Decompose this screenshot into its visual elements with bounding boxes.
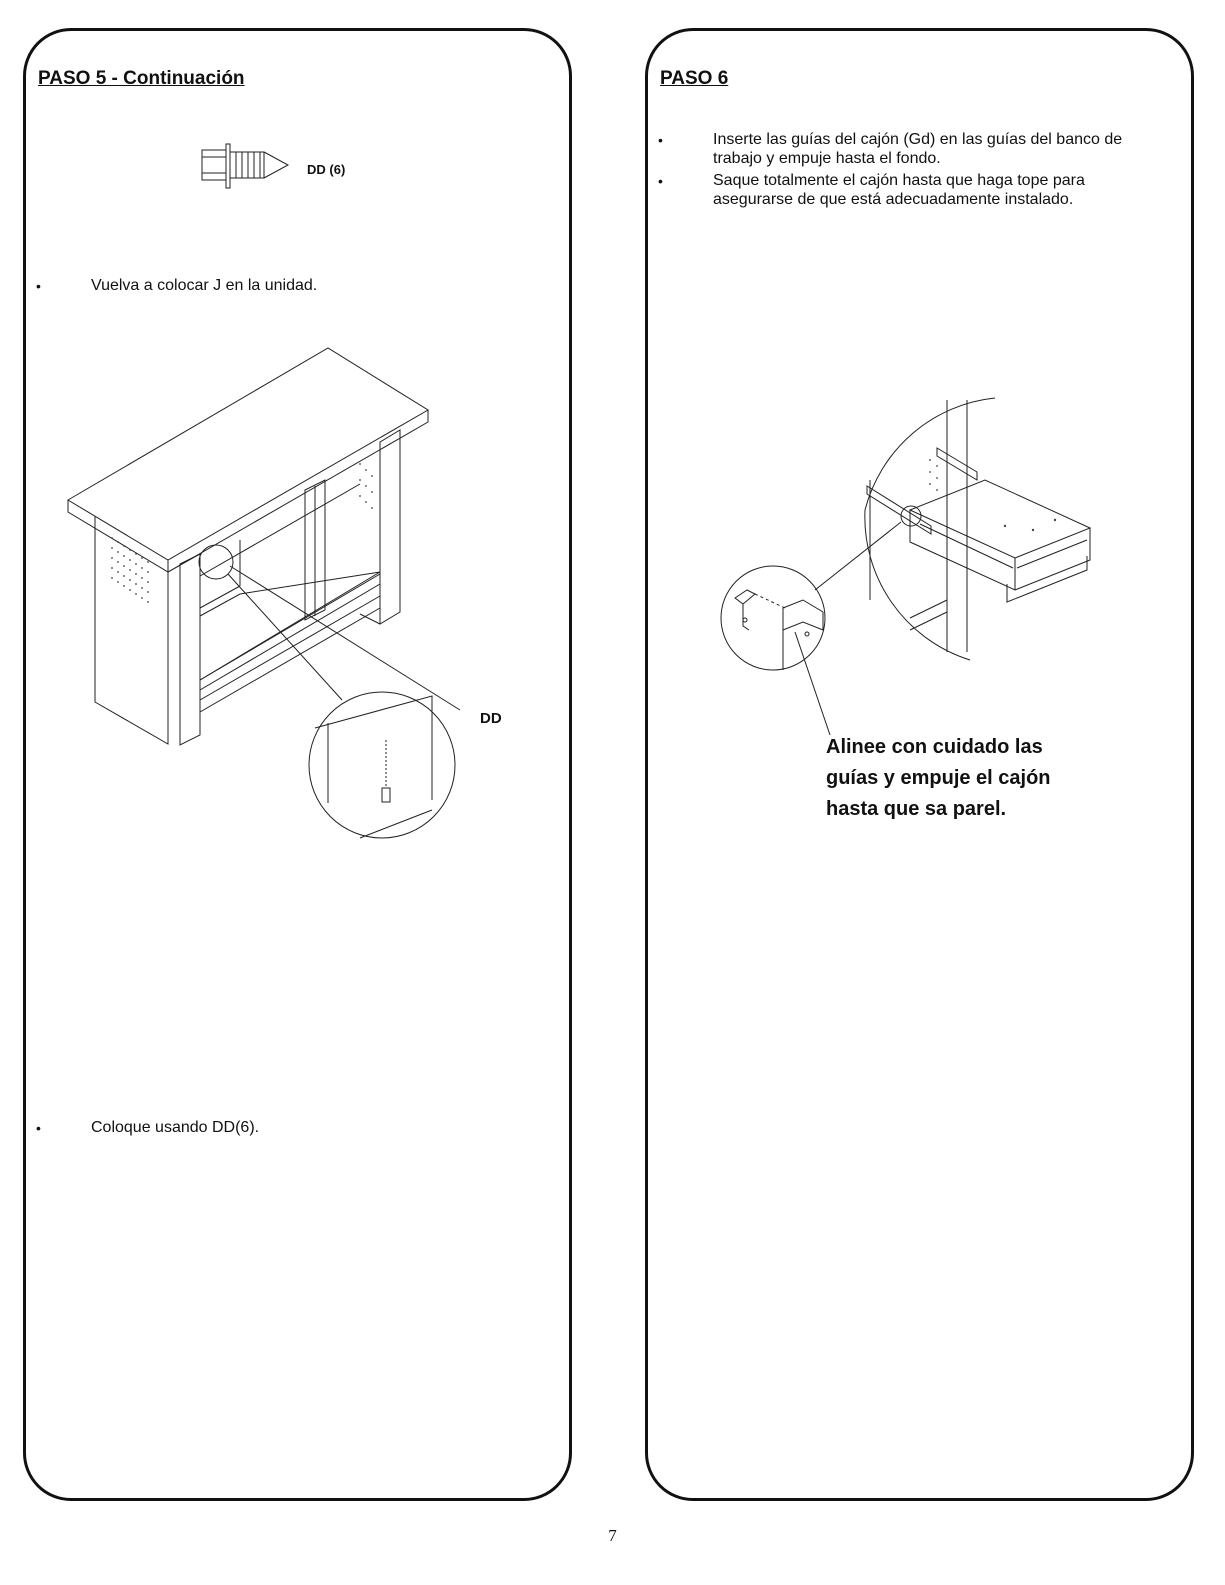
drawer-illustration (715, 390, 1105, 750)
instruction-line: Saque totalmente el cajón hasta que haga tope para (713, 172, 1085, 189)
perforation-pattern (111, 463, 373, 603)
detail-callout (199, 545, 460, 838)
callout-line: guías y empuje el cajón (826, 767, 1051, 789)
bullet-icon: • (658, 132, 663, 148)
bullet-icon: • (36, 278, 41, 294)
screw-dd-illustration (200, 140, 295, 192)
callout-line: Alinee con cuidado las (826, 736, 1043, 758)
workbench-illustration (60, 340, 510, 850)
instruction-text: Vuelva a colocar J en la unidad. (91, 277, 318, 294)
callout-line: hasta que sa parel. (826, 798, 1007, 820)
bullet-icon: • (36, 1120, 41, 1136)
detail-label: DD (480, 710, 502, 727)
instruction-line: asegurarse de que está adecuadamente instalado. (713, 191, 1074, 208)
instruction-line: Inserte las guías del cajón (Gd) en las guías del banco de (713, 131, 1123, 148)
bullet-icon: • (658, 173, 663, 189)
instruction-line: trabajo y empuje hasta el fondo. (713, 150, 941, 167)
step-5-title: PASO 5 - Continuación (38, 68, 245, 89)
page-number: 7 (608, 1526, 617, 1545)
callout-text (826, 732, 1086, 825)
step-6-title: PASO 6 (660, 68, 729, 89)
instruction-text: Coloque usando DD(6). (91, 1119, 260, 1136)
hardware-label: DD (6) (307, 162, 346, 177)
